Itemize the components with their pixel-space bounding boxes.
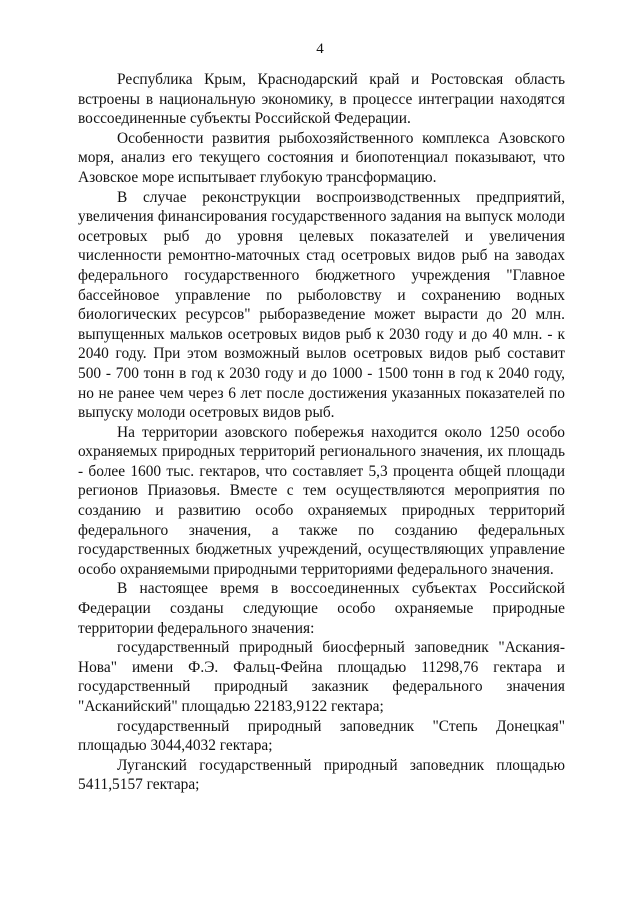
paragraph-sturgeon-breeding: В случае реконструкции воспроизводственных предприятий, увеличения финансирования государственного задания на выпуск молоди осетровых рыб до уровня целевых показателей и увеличения численности ремонтно-маточных стад осетровых видов рыб на заводах федерального государственного бюджетного учреждения "Главное бассейновое управление по рыболовству и сохранению водных биологических ресурсов" рыборазведение может вырасти до 20 млн. выпущенных мальков осетровых видов рыб к 2030 году и до 40 млн. - к 2040 году. При этом возможный вылов осетровых видов рыб составит 500 - 700 тонн в год к 2030 году и до 1000 - 1500 тонн в год к 2040 году, но не ранее чем через 6 лет после достижения указанных показателей по выпуску молоди осетровых видов рыб. — [78, 188, 565, 422]
paragraph-regions-integration: Республика Крым, Краснодарский край и Ростовская область встроены в национальную экономику, в процессе интеграции находятся воссоединенные субъекты Российской Федерации. — [78, 71, 565, 128]
list-item-step-donetskaya: государственный природный заповедник "Степь Донецкая" площадью 3044,4032 гектара; — [78, 717, 565, 755]
page-number: 4 — [316, 41, 324, 57]
paragraph-protected-areas-federal-intro: В настоящее время в воссоединенных субъектах Российской Федерации созданы следующие особо охраняемые природные территории федерального значения: — [78, 580, 565, 637]
paragraph-protected-areas-regional: На территории азовского побережья находится около 1250 особо охраняемых природных территорий регионального значения, их площадь - более 1600 тыс. гектаров, что составляет 5,3 процента общей площади регионов Приазовья. Вместе с тем осуществляются мероприятия по созданию и развитию особо охраняемых природных территорий федерального значения, а также по созданию федеральных государственных бюджетных учреждений, осуществляющих управление особо охраняемыми природными территориями федерального значения. — [78, 423, 565, 578]
document-body — [78, 70, 565, 795]
list-item-askania-nova: государственный природный биосферный заповедник "Аскания-Нова" имени Ф.Э. Фальц-Фейна площадью 11298,76 гектара и государственный природный заказник федерального значения "Асканийский" площадью 22183,9122 гектара; — [78, 639, 565, 715]
list-item-lugansk-reserve: Луганский государственный природный заповедник площадью 5411,5157 гектара; — [78, 756, 565, 794]
paragraph-azov-transformation: Особенности развития рыбохозяйственного комплекса Азовского моря, анализ его текущего состояния и биопотенциал показывают, что Азовское море испытывает глубокую трансформацию. — [78, 129, 565, 186]
